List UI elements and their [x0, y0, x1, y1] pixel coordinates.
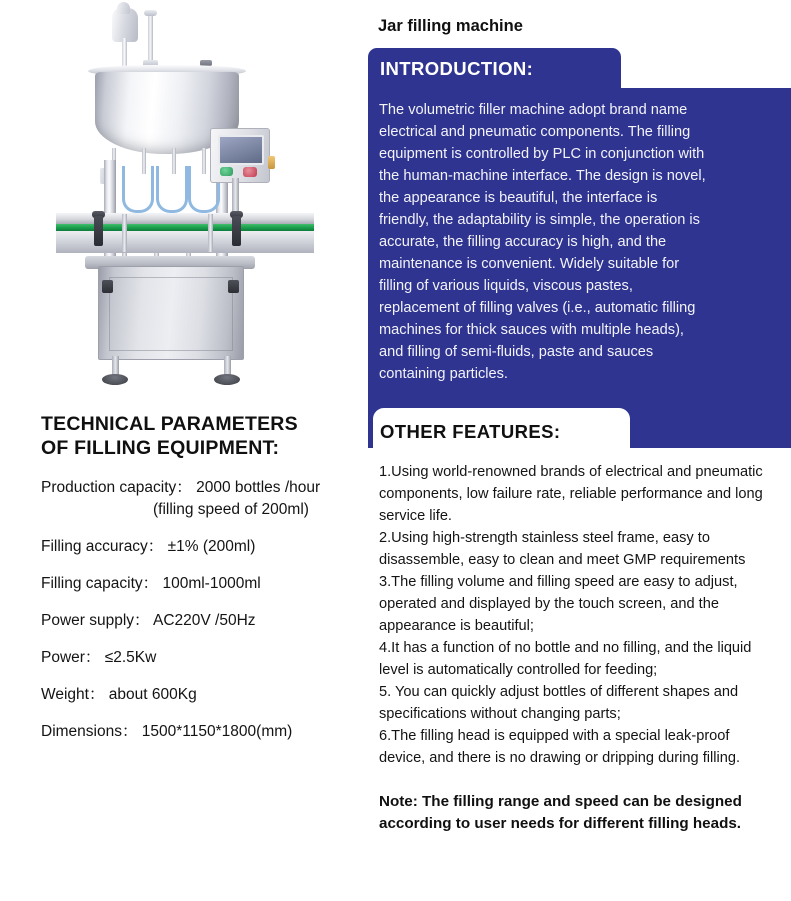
feature-item: 3.The filling volume and filling speed are easy to adjust, operated and displayed by the touch screen, and the appearance is beautiful; — [379, 574, 738, 634]
power-switch-icon — [268, 156, 275, 169]
introduction-heading: INTRODUCTION: — [380, 58, 534, 79]
spec-label: Filling accuracy： — [41, 538, 164, 555]
left-column — [0, 0, 362, 901]
technical-parameters-title-line2: OF FILLING EQUIPMENT: — [41, 437, 280, 459]
right-column — [362, 0, 791, 901]
spec-value: AC220V /50Hz — [153, 612, 256, 629]
page-title: Jar filling machine — [378, 17, 523, 35]
spec-value: 100ml-1000ml — [162, 575, 261, 592]
spec-label: Power： — [41, 649, 101, 666]
vent-pipe-icon — [148, 13, 153, 65]
spec-value: 1500*1150*1800(mm) — [141, 723, 293, 740]
pneumatic-tube-icon — [122, 166, 154, 213]
stop-button-icon — [243, 167, 257, 177]
spec-row-power — [41, 648, 351, 667]
other-features-list — [379, 461, 779, 769]
guide-post-icon — [208, 214, 213, 252]
spec-value: 2000 bottles /hour — [196, 479, 321, 496]
feature-item: 2.Using high-strength stainless steel frame, easy to disassemble, easy to clean and meet GMP requirements — [379, 530, 746, 568]
cabinet-corner-icon — [228, 280, 239, 293]
spec-row-production-capacity — [41, 478, 351, 519]
spec-row-weight — [41, 685, 351, 704]
spec-value: ±1% (200ml) — [167, 538, 256, 555]
spec-row-dimensions — [41, 722, 351, 741]
spec-label: Filling capacity： — [41, 575, 159, 592]
spec-label: Dimensions： — [41, 723, 138, 740]
introduction-body-text: The volumetric filler machine adopt brand name electrical and pneumatic components. The filling equipment is controlled by PLC in conjunction with the human-machine interface. The design is novel, the appearance is beautiful, the interface is friendly, the adaptability is simple, the operation is accurate, the filling accuracy is high, and the maintenance is convenient. Widely suitable for filling of various liquids, viscous pastes, replacement of filling valves (i.e., automatic filling machines for thick sauces with multiple heads), and filling of semi-fluids, paste and sauces containing particles. — [379, 102, 706, 382]
feature-item: 1.Using world-renowned brands of electrical and pneumatic components, low failure rate, reliable performance and long service life. — [379, 464, 763, 524]
spec-row-power-supply — [41, 611, 351, 630]
machine-cabinet-icon — [98, 266, 244, 360]
start-button-icon — [220, 167, 233, 176]
feature-item: 4.It has a function of no bottle and no filling, and the liquid level is automatically controlled for feeding; — [379, 640, 752, 678]
spec-label: Production capacity： — [41, 479, 192, 496]
cabinet-corner-icon — [102, 280, 113, 293]
technical-parameters-title — [41, 412, 351, 460]
feature-item: 6.The filling head is equipped with a special leak-proof device, and there is no drawing or dripping during filling. — [379, 728, 741, 766]
spec-value: about 600Kg — [108, 686, 197, 703]
technical-parameters-section — [41, 412, 351, 759]
control-panel — [210, 128, 270, 183]
machine-product-image — [60, 8, 310, 393]
spec-row-filling-capacity — [41, 574, 351, 593]
cabinet-panel-icon — [109, 277, 233, 351]
agitator-motor-icon — [112, 8, 138, 42]
spec-value: ≤2.5Kw — [104, 649, 157, 666]
spec-row-filling-accuracy — [41, 537, 351, 556]
other-features-heading: OTHER FEATURES: — [380, 421, 561, 442]
guide-clamp-icon — [94, 216, 103, 246]
pneumatic-tube-icon — [156, 166, 188, 213]
agitator-shaft-icon — [122, 38, 127, 68]
guide-post-icon — [122, 214, 127, 252]
feature-item: 5. You can quickly adjust bottles of different shapes and specifications without changing parts; — [379, 684, 739, 722]
technical-parameters-title-line1: TECHNICAL PARAMETERS — [41, 413, 298, 435]
touchscreen-display — [218, 135, 264, 165]
spec-label: Power supply： — [41, 612, 150, 629]
leveling-foot-icon — [214, 374, 240, 385]
other-features-note: Note: The filling range and speed can be designed according to user needs for different filling heads. — [379, 793, 742, 832]
spec-subvalue: (filling speed of 200ml) — [153, 501, 309, 518]
spec-label: Weight： — [41, 686, 105, 703]
guide-clamp-icon — [232, 216, 241, 246]
leveling-foot-icon — [102, 374, 128, 385]
